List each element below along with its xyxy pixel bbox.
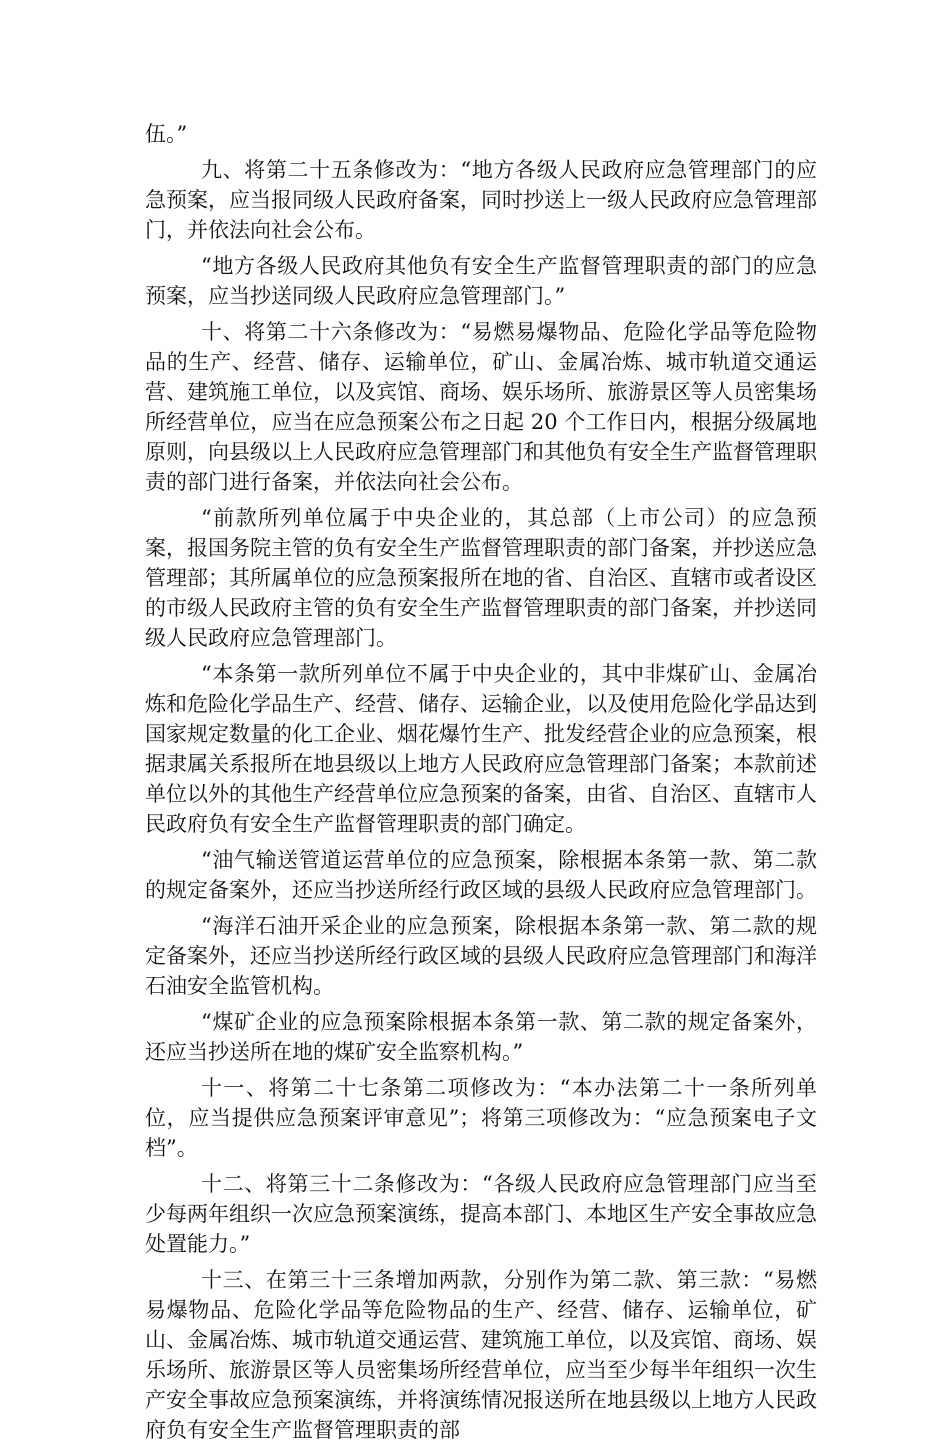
paragraph-item-10-clause-central: “前款所列单位属于中央企业的，其总部（上市公司）的应急预案，报国务院主管的负有安全生产监督管理职责的部门备案，并抄送应急管理部；其所属单位的应急预案报所在地的省、自治区、直辖市或者设区的市级人民政府主管的负有安全生产监督管理职责的部门备案，并抄送同级人民政府应急管理部门。 xyxy=(145,506,817,650)
paragraph-item-10: 十、将第二十六条修改为：“易燃易爆物品、危险化学品等危险物品的生产、经营、储存、运输单位，矿山、金属冶炼、城市轨道交通运营、建筑施工单位，以及宾馆、商场、娱乐场所、旅游景区等人员密集场所经营单位，应当在应急预案公布之日起 20 个工作日内，根据分级属地原则，向县级以上人民政府应急管理部门和其他负有安全生产监督管理职责的部门进行备案，并依法向社会公布。 xyxy=(145,320,817,494)
paragraph-item-10-clause-coal: “煤矿企业的应急预案除根据本条第一款、第二款的规定备案外，还应当抄送所在地的煤矿安全监察机构。” xyxy=(145,1010,817,1064)
paragraph-item-13: 十三、在第三十三条增加两款，分别作为第二款、第三款：“易燃易爆物品、危险化学品等危险物品的生产、经营、储存、运输单位，矿山、金属冶炼、城市轨道交通运营、建筑施工单位，以及宾馆、商场、娱乐场所、旅游景区等人员密集场所经营单位，应当至少每半年组织一次生产安全事故应急预案演练，并将演练情况报送所在地县级以上地方人民政府负有安全生产监督管理职责的部 xyxy=(145,1268,817,1442)
paragraph-item-10-clause-local: “本条第一款所列单位不属于中央企业的，其中非煤矿山、金属冶炼和危险化学品生产、经营、储存、运输企业，以及使用危险化学品达到国家规定数量的化工企业、烟花爆竹生产、批发经营企业的应急预案，根据隶属关系报所在地县级以上地方人民政府应急管理部门备案；本款前述单位以外的其他生产经营单位应急预案的备案，由省、自治区、直辖市人民政府负有安全生产监督管理职责的部门确定。 xyxy=(145,662,817,836)
paragraph-continuation: 伍。” xyxy=(145,122,188,146)
document-body xyxy=(145,119,817,1445)
paragraph-item-9-clause: “地方各级人民政府其他负有安全生产监督管理职责的部门的应急预案，应当抄送同级人民政府应急管理部门。” xyxy=(145,254,817,308)
paragraph-item-10-clause-pipeline: “油气输送管道运营单位的应急预案，除根据本条第一款、第二款的规定备案外，还应当抄送所经行政区域的县级人民政府应急管理部门。 xyxy=(145,848,817,902)
paragraph-item-10-clause-offshore: “海洋石油开采企业的应急预案，除根据本条第一款、第二款的规定备案外，还应当抄送所经行政区域的县级人民政府应急管理部门和海洋石油安全监管机构。 xyxy=(145,914,817,998)
paragraph-item-11: 十一、将第二十七条第二项修改为：“本办法第二十一条所列单位，应当提供应急预案评审意见”；将第三项修改为：“应急预案电子文档”。 xyxy=(145,1076,817,1160)
paragraph-item-12: 十二、将第三十二条修改为：“各级人民政府应急管理部门应当至少每两年组织一次应急预案演练，提高本部门、本地区生产安全事故应急处置能力。” xyxy=(145,1172,817,1256)
paragraph-item-9: 九、将第二十五条修改为：“地方各级人民政府应急管理部门的应急预案，应当报同级人民政府备案，同时抄送上一级人民政府应急管理部门，并依法向社会公布。 xyxy=(145,158,817,242)
